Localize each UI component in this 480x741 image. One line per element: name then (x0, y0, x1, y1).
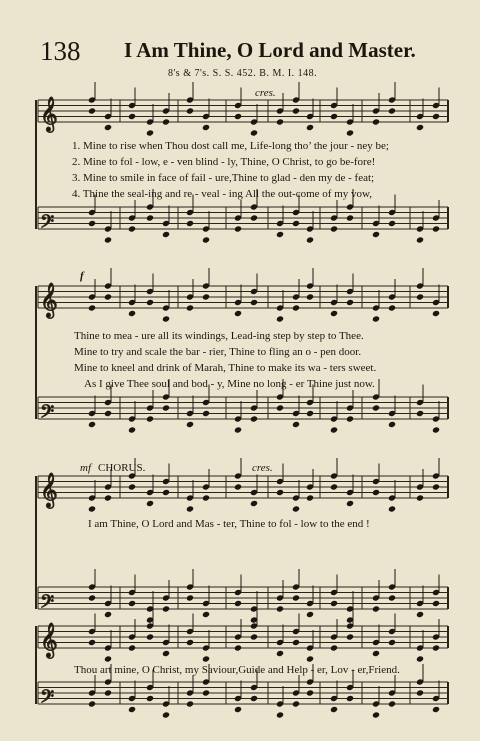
chorus-label: CHORUS. (98, 462, 146, 474)
crescendo-mark: cres. (255, 87, 276, 99)
svg-text:𝄞: 𝄞 (40, 284, 58, 317)
chorus-line-1: I am Thine, O Lord and Mas - ter, Thine to fol - low to the end ! (88, 518, 370, 530)
svg-text:𝄢: 𝄢 (40, 686, 55, 711)
verse-1-line-1: 1. Mine to rise when Thou dost call me, Life-long tho’ the jour - ney be; (72, 140, 389, 152)
svg-text:𝄢: 𝄢 (40, 591, 55, 616)
svg-text:𝄞: 𝄞 (40, 474, 58, 507)
verse-2-line-1: 2. Mine to fol - low, e - ven blind - ly, Thine, O Christ, to go be-fore! (72, 156, 376, 168)
hymn-number: 138 (40, 36, 81, 66)
forte-mark: f (80, 270, 84, 282)
chorus-line-2: Thou art mine, O Christ, my Saviour,Guide and Help - er, Lov - er,Friend. (74, 664, 400, 676)
verse-4-line-2: As I give Thee soul and bod - y, Mine no long - er Thine just now. (84, 378, 375, 390)
mezzo-forte-mark: mf (80, 462, 91, 474)
verse-2-line-2: Mine to try and scale the bar - rier, Thine to fling an o - pen door. (74, 346, 362, 358)
meter-line: 8's & 7's. S. S. 452. B. M. I. 148. (168, 68, 318, 79)
verse-1-line-2: Thine to mea - ure all its windings, Lead-ing step by step to Thee. (74, 330, 364, 342)
svg-text:𝄞: 𝄞 (40, 624, 58, 657)
svg-text:𝄞: 𝄞 (40, 98, 58, 131)
verse-4-line-1: 4. Thine the seal-ing and re - veal - ing All the out-come of my vow, (72, 188, 372, 200)
svg-text:𝄢: 𝄢 (40, 211, 55, 236)
svg-text:𝄢: 𝄢 (40, 401, 55, 426)
verse-3-line-1: 3. Mine to smile in face of fail - ure,Thine to glad - den my de - feat; (72, 172, 375, 184)
crescendo-mark-2: cres. (252, 462, 273, 474)
hymn-title: I Am Thine, O Lord and Master. (124, 38, 416, 62)
verse-3-line-2: Mine to kneel and drink of Marah, Thine to make its wa - ters sweet. (74, 362, 377, 374)
